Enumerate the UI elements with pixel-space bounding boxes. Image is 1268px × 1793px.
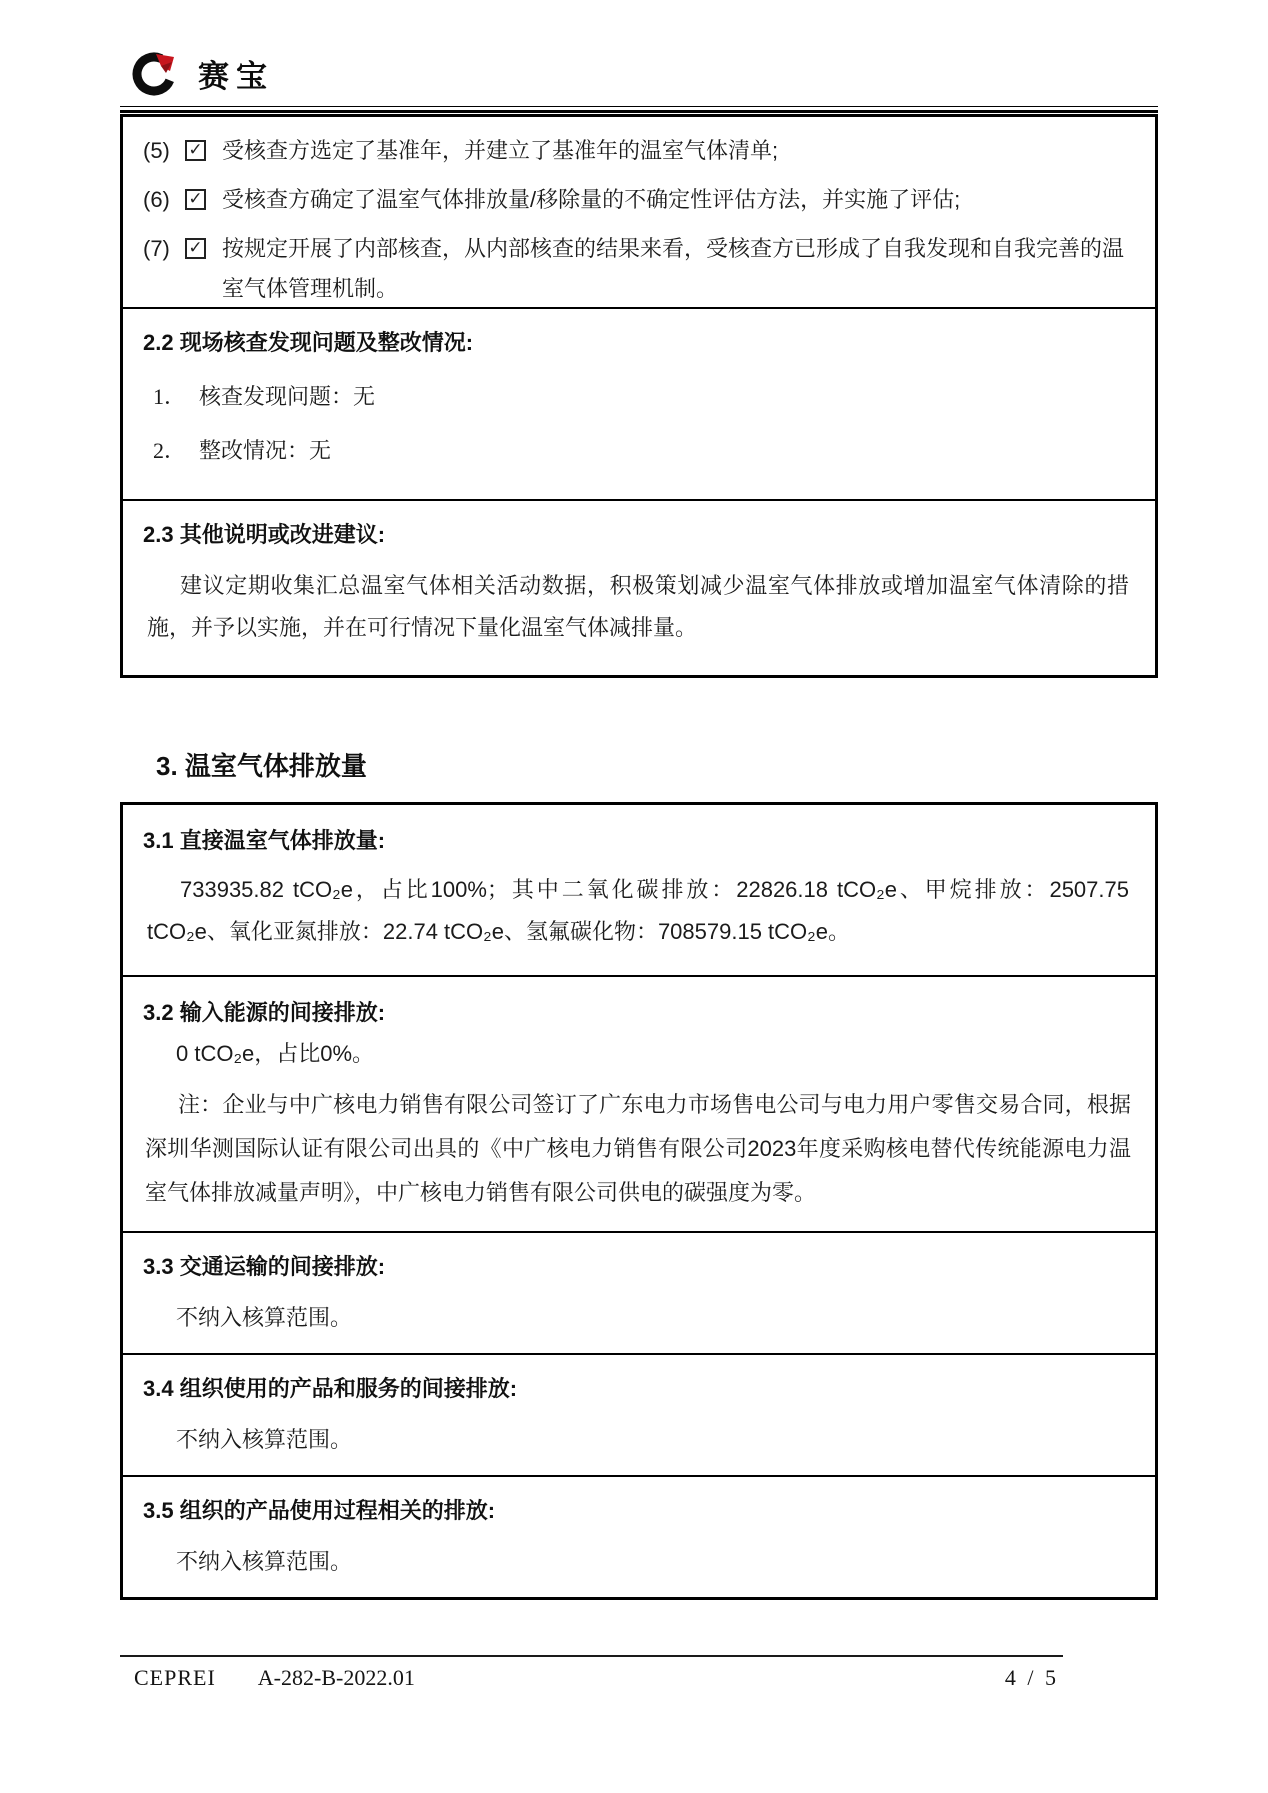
checkbox-checked-icon: ✓ [185, 140, 206, 161]
section-3-2-body: 0 tCO₂e，占比0%。 [176, 1041, 375, 1066]
cepri-logo [128, 46, 274, 100]
checklist-item-6 [143, 180, 1133, 220]
finding-text: 整改情况：无 [199, 438, 332, 463]
footer-page-number: 4 / 5 [1004, 1665, 1059, 1690]
checkbox-checked-icon: ✓ [185, 238, 206, 259]
verification-findings-box [120, 114, 1158, 678]
section-3-1-title: 3.1 直接温室气体排放量: [143, 828, 386, 853]
page-footer [120, 1665, 1063, 1691]
section-3-5-body: 不纳入核算范围。 [176, 1549, 353, 1574]
checklist-item-text: 受核查方确定了温室气体排放量/移除量的不确定性评估方法，并实施了评估; [222, 187, 961, 212]
finding-item-1 [153, 383, 1133, 411]
item-number: (7) [143, 236, 170, 261]
section-2-2-title: 2.2 现场核查发现问题及整改情况: [143, 330, 474, 355]
item-number: 2． [153, 438, 187, 463]
footer-doc-code: A-282-B-2022.01 [257, 1665, 415, 1690]
ghg-emissions-box [120, 802, 1158, 1600]
section-3-4-body: 不纳入核算范围。 [176, 1427, 353, 1452]
section-3-3 [123, 1231, 1155, 1353]
footer-divider [120, 1655, 1063, 1657]
item-number: 1． [153, 384, 187, 409]
finding-item-2 [153, 437, 1133, 465]
section-3-heading: 3. 温室气体排放量 [156, 751, 367, 781]
item-number: (5) [143, 138, 170, 163]
logo-text: 赛宝 [198, 58, 274, 94]
checklist-item-text: 按规定开展了内部核查，从内部核查的结果来看，受核查方已形成了自我发现和自我完善的温室气体管理机制。 [222, 236, 1125, 301]
section-3-1-body: 733935.82 tCO₂e，占比100%；其中二氧化碳排放：22826.18 tCO₂e、甲烷排放：2507.75 tCO₂e、氧化亚氮排放：22.74 tCO₂e、氢氟碳化物：708579.15 tCO₂e。 [147, 877, 1129, 944]
section-2-2 [123, 307, 1155, 499]
checklist-section [123, 117, 1155, 307]
item-number: (6) [143, 187, 170, 212]
checkbox-checked-icon: ✓ [185, 189, 206, 210]
section-2-3 [123, 499, 1155, 675]
section-3-1 [123, 805, 1155, 975]
section-3-4-title: 3.4 组织使用的产品和服务的间接排放: [143, 1376, 518, 1401]
section-2-3-body: 建议定期收集汇总温室气体相关活动数据，积极策划减少温室气体排放或增加温室气体清除的措施，并予以实施，并在可行情况下量化温室气体减排量。 [147, 573, 1129, 640]
section-3-5 [123, 1475, 1155, 1597]
finding-text: 核查发现问题：无 [199, 384, 376, 409]
section-3-4 [123, 1353, 1155, 1475]
section-3-3-body: 不纳入核算范围。 [176, 1305, 353, 1330]
cepri-logo-icon [128, 46, 182, 100]
section-3-2-note: 注：企业与中广核电力销售有限公司签订了广东电力市场售电公司与电力用户零售交易合同，根据深圳华测国际认证有限公司出具的《中广核电力销售有限公司2023年度采购核电替代传统能源电力温室气体排放减量声明》，中广核电力销售有限公司供电的碳强度为零。 [145, 1092, 1131, 1205]
section-3-3-title: 3.3 交通运输的间接排放: [143, 1254, 386, 1279]
checklist-item-7 [143, 229, 1133, 309]
section-2-3-title: 2.3 其他说明或改进建议: [143, 522, 386, 547]
checklist-item-text: 受核查方选定了基准年，并建立了基准年的温室气体清单; [222, 138, 779, 163]
header-divider [120, 106, 1158, 113]
section-3-5-title: 3.5 组织的产品使用过程相关的排放: [143, 1498, 496, 1523]
checklist-item-5 [143, 131, 1133, 171]
section-3-2-title: 3.2 输入能源的间接排放: [143, 1000, 386, 1025]
section-3-2 [123, 975, 1155, 1231]
footer-org: CEPREI [134, 1665, 216, 1690]
